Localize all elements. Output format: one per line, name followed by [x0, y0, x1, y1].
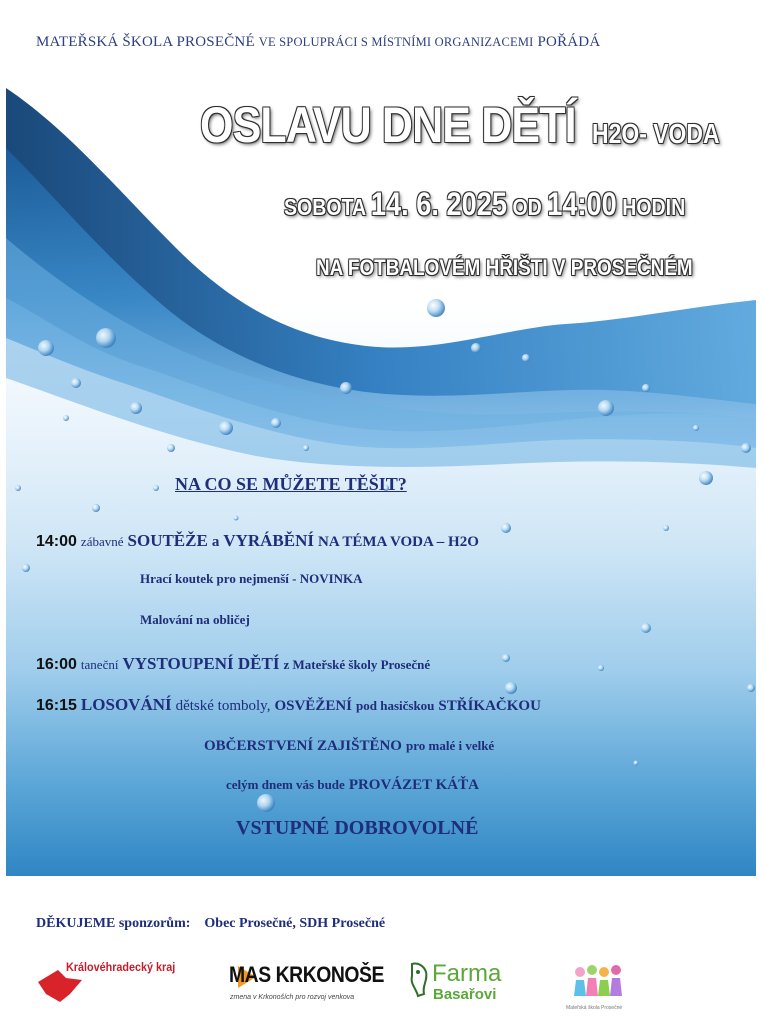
- event-date: 14. 6. 2025: [370, 186, 508, 222]
- row6-b: pro malé i velké: [405, 738, 495, 753]
- row1-e: NA TÉMA VODA – H2O: [318, 534, 479, 550]
- materska-skola-logo-icon: [568, 962, 628, 1004]
- row5-time: 16:15: [36, 697, 77, 714]
- farma-cow-icon: [408, 960, 432, 1000]
- row5-a: LOSOVÁNÍ: [80, 695, 172, 714]
- organizer-verb: POŘÁDÁ: [537, 34, 601, 50]
- sponsors-label: DĚKUJEME: [36, 916, 116, 931]
- row5-e: STŘÍKAČKOU: [438, 698, 541, 714]
- row7-a: celým dnem vás bude: [226, 777, 345, 792]
- row6-a: OBČERSTVENÍ ZAJIŠTĚNO: [204, 738, 402, 754]
- kralovehradecky-kraj-text: Královéhradecký kraj: [66, 960, 176, 974]
- row7-b: PROVÁZET KÁŤA: [348, 777, 479, 793]
- basarovi-text: Basařovi: [433, 986, 497, 1003]
- organizer-cooperation: VE SPOLUPRÁCI S MÍSTNÍMI ORGANIZACEMI: [258, 35, 534, 49]
- program-row-5: [36, 695, 541, 715]
- sponsors-line: [36, 916, 385, 932]
- event-time: 14:00: [547, 186, 617, 222]
- row1-c: a: [211, 534, 220, 550]
- program-row-2: Hrací koutek pro nejmenší - NOVINKA: [140, 571, 363, 586]
- program-row-4: [36, 654, 430, 674]
- row1-b: SOUTĚŽE: [127, 531, 208, 550]
- event-title: OSLAVU DNE DĚTÍ: [200, 97, 576, 153]
- sponsors-label-rest: sponzorům:: [118, 916, 191, 931]
- event-theme: H2O- VODA: [592, 118, 720, 149]
- row4-time: 16:00: [36, 656, 77, 673]
- event-date-line: [284, 186, 685, 223]
- program-row-6: [204, 737, 494, 755]
- mas-krkonose-text: MAS KRKONOŠE: [229, 962, 384, 987]
- time-suffix: HODIN: [622, 194, 686, 220]
- program-row-3: Malování na obličej: [140, 612, 250, 627]
- farma-text: Farma: [432, 960, 502, 987]
- date-od: OD: [512, 194, 542, 220]
- date-prefix: SOBOTA: [284, 194, 366, 220]
- row5-b: dětské tomboly,: [175, 698, 271, 714]
- event-place: NA FOTBALOVÉM HŘIŠTI V PROSEČNÉM: [316, 255, 693, 280]
- row4-a: taneční: [80, 657, 119, 672]
- row1-a: zábavné: [80, 534, 124, 549]
- program-row-1: [36, 531, 479, 551]
- row4-b: VYSTOUPENÍ DĚTÍ: [122, 654, 280, 673]
- row1-time: 14:00: [36, 533, 77, 550]
- sponsors-names: Obec Prosečné, SDH Prosečné: [204, 916, 386, 931]
- organizer-school: MATEŘSKÁ ŠKOLA PROSEČNÉ: [36, 34, 255, 50]
- row5-d: pod hasičskou: [356, 698, 435, 713]
- program-row-7: [226, 776, 479, 794]
- program-row-8: VSTUPNÉ DOBROVOLNÉ: [236, 817, 479, 839]
- row1-d: VYRÁBĚNÍ: [223, 531, 315, 550]
- row5-c: OSVĚŽENÍ: [274, 698, 352, 714]
- row4-c: z Mateřské školy Prosečné: [283, 657, 431, 672]
- organizer-line: [36, 34, 736, 51]
- mas-krkonose-subtitle: zmena v Krkonoších pro rozvoj venkova: [230, 994, 355, 1001]
- program-question: NA CO SE MŮŽETE TĚŠIT?: [175, 474, 407, 494]
- materska-skola-logo-text: Mateřská škola Prosečné: [566, 1005, 623, 1011]
